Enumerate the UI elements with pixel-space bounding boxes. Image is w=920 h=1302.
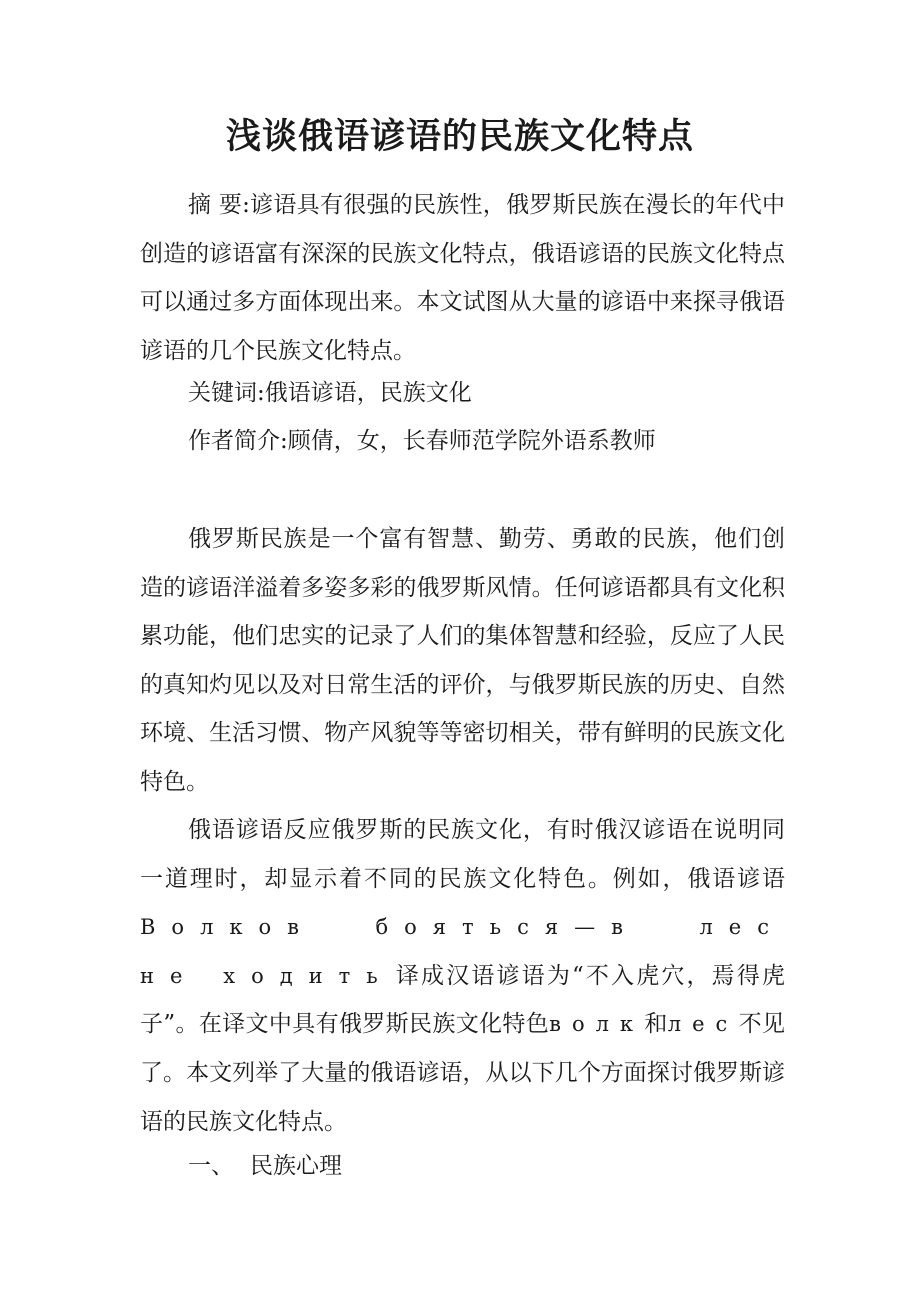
section-title: 民族心理 xyxy=(250,1153,342,1179)
author-line xyxy=(140,417,785,466)
paragraph2-part2: 译成汉语谚语为“不入虎穴，焉得虎子”。在译文中具有俄罗斯民族文化特色 xyxy=(140,962,785,1038)
paragraph2-part3: 不见了。本文列举了大量的俄语谚语，从以下几个方面探讨俄罗斯谚语的民族文化特点。 xyxy=(140,1011,786,1135)
paragraph2-part1: 俄语谚语反应俄罗斯的民族文化，有时俄汉谚语在说明同一道理时，却显示着不同的民族文化特色。例如，俄语谚语 xyxy=(140,817,785,892)
author-text: 顾倩，女，长春师范学院外语系教师 xyxy=(287,428,656,454)
author-label: 作者简介: xyxy=(188,428,288,454)
section-number: 一、 xyxy=(188,1153,234,1179)
abstract-paragraph xyxy=(140,181,785,375)
russian-proverb: Волков бояться—в лес не ходить xyxy=(140,915,785,988)
section-heading-1 xyxy=(188,1142,342,1190)
keywords-line xyxy=(140,369,785,418)
document-title: 浅谈俄语谚语的民族文化特点 xyxy=(225,116,694,157)
body-paragraph-2 xyxy=(140,806,785,1146)
abstract-text: 谚语具有很强的民族性，俄罗斯民族在漫长的年代中创造的谚语富有深深的民族文化特点，俄语谚语的民族文化特点可以通过多方面体现出来。本文试图从大量的谚语中来探寻俄语谚语的几个民族文化特点。 xyxy=(140,192,786,364)
body-paragraph-1: 俄罗斯民族是一个富有智慧、勤劳、勇敢的民族，他们创造的谚语洋溢着多姿多彩的俄罗斯风情。任何谚语都具有文化积累功能，他们忠实的记录了人们的集体智慧和经验，反应了人民的真知灼见以及对日常生活的评价，与俄罗斯民族的历史、自然环境、生活习惯、物产风貌等等密切相关，带有鲜明的民族文化特色。 xyxy=(140,526,785,795)
keywords-label: 关键词: xyxy=(188,380,265,406)
russian-word-wolf: волк xyxy=(549,1012,645,1037)
paragraph2-connector: 和 xyxy=(644,1011,668,1038)
keywords-text: 俄语谚语，民族文化 xyxy=(264,380,472,406)
russian-word-forest: лес xyxy=(667,1012,739,1037)
abstract-label: 摘 要: xyxy=(188,192,250,218)
